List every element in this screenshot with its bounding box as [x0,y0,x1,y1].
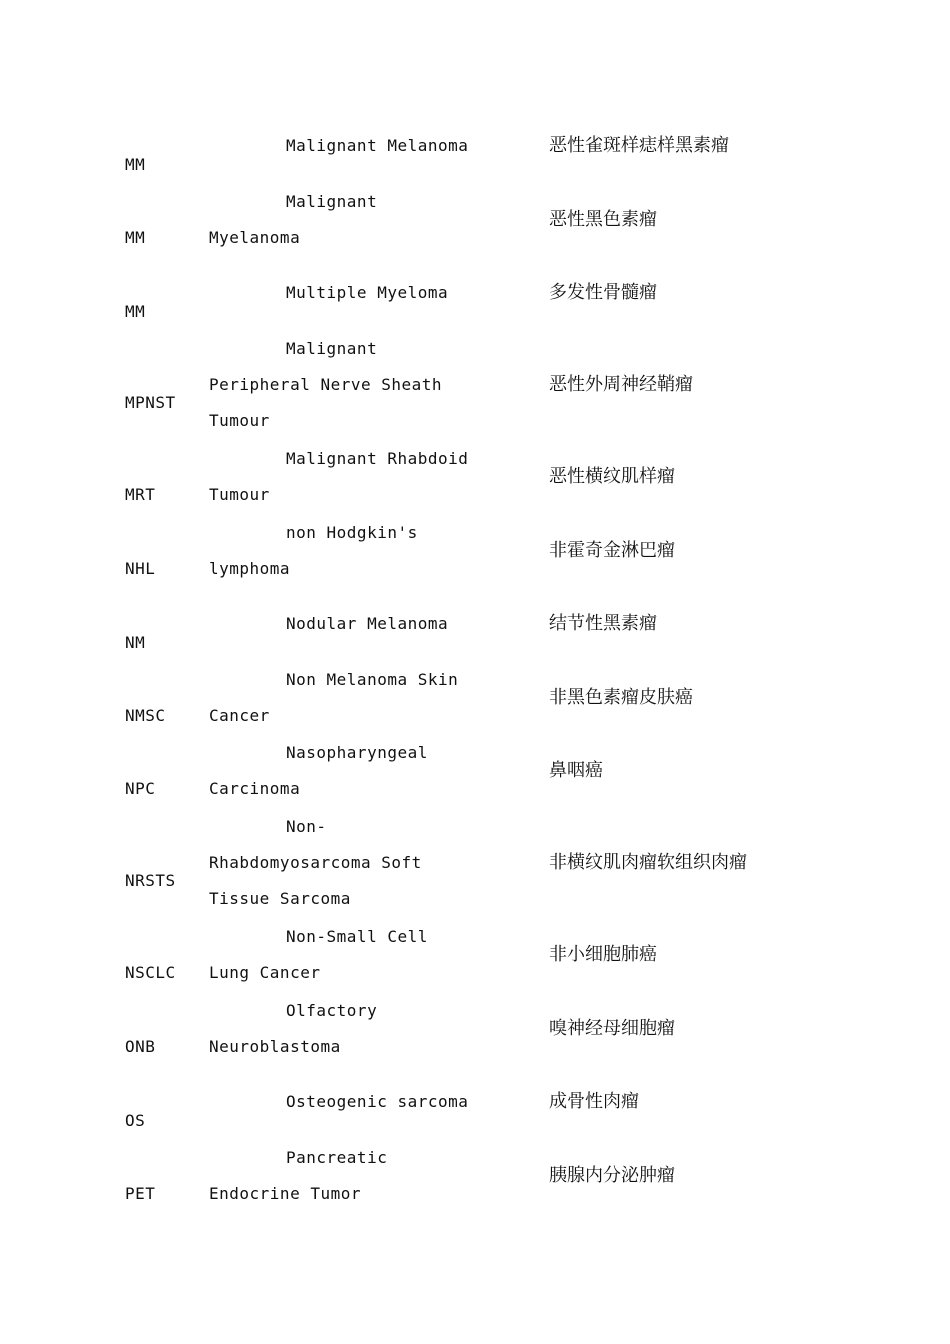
chinese-term: 恶性黑色素瘤 [549,209,657,230]
english-term [209,331,509,439]
abbreviation: NRSTS [125,871,176,890]
english-term [209,1140,509,1212]
abbreviation: MM [125,302,146,321]
abbreviation: MM [125,228,146,247]
chinese-term: 非横纹肌肉瘤软组织肉瘤 [549,852,747,873]
chinese-term: 成骨性肉瘤 [549,1091,639,1112]
chinese-term: 恶性横纹肌样瘤 [549,466,675,487]
term-line: Neuroblastoma [209,1037,341,1056]
term-line: Osteogenic sarcoma [286,1092,469,1111]
english-term [209,809,509,917]
chinese-term: 嗅神经母细胞瘤 [549,1018,675,1039]
english-term [209,662,509,734]
chinese-term: 恶性外周神经鞘瘤 [549,374,693,395]
abbreviation: ONB [125,1037,156,1056]
abbreviation: NPC [125,779,156,798]
abbreviation: NMSC [125,706,166,725]
term-line: Malignant [286,339,378,358]
english-term [209,275,509,311]
chinese-term: 鼻咽癌 [549,760,603,781]
english-term [209,441,509,513]
term-line: Pancreatic [286,1148,388,1167]
term-line: Cancer [209,706,270,725]
term-line: Tumour [209,485,270,504]
english-term [209,993,509,1065]
term-line: Tissue Sarcoma [209,889,351,908]
term-line: Tumour [209,411,270,430]
abbreviation: MPNST [125,393,176,412]
english-term [209,128,509,164]
term-line: Lung Cancer [209,963,321,982]
chinese-term: 恶性雀斑样痣样黑素瘤 [549,135,729,156]
english-term [209,606,509,642]
term-line: Malignant Melanoma [286,136,469,155]
english-term [209,919,509,991]
term-line: lymphoma [209,559,291,578]
term-line: Non- [286,817,327,836]
term-line: Non Melanoma Skin [286,670,459,689]
term-line: Rhabdomyosarcoma Soft [209,853,422,872]
abbreviation: MM [125,155,146,174]
english-term [209,735,509,807]
abbreviation: NM [125,633,146,652]
term-line: Nodular Melanoma [286,614,449,633]
abbreviation: MRT [125,485,156,504]
term-line: non Hodgkin's [286,523,418,542]
term-line: Endocrine Tumor [209,1184,361,1203]
chinese-term: 结节性黑素瘤 [549,613,657,634]
term-line: Olfactory [286,1001,378,1020]
chinese-term: 非小细胞肺癌 [549,944,657,965]
chinese-term: 非黑色素瘤皮肤癌 [549,687,693,708]
term-line: Malignant [286,192,378,211]
english-term [209,1084,509,1120]
term-line: Multiple Myeloma [286,283,449,302]
abbreviation: OS [125,1111,146,1130]
abbreviation: NSCLC [125,963,176,982]
term-line: Nasopharyngeal [286,743,428,762]
english-term [209,184,509,256]
term-line: Malignant Rhabdoid [286,449,469,468]
chinese-term: 胰腺内分泌肿瘤 [549,1165,675,1186]
term-line: Non-Small Cell [286,927,428,946]
term-line: Carcinoma [209,779,301,798]
term-line: Myelanoma [209,228,301,247]
english-term [209,515,509,587]
chinese-term: 多发性骨髓瘤 [549,282,657,303]
chinese-term: 非霍奇金淋巴瘤 [549,540,675,561]
term-line: Peripheral Nerve Sheath [209,375,443,394]
abbreviation: PET [125,1184,156,1203]
abbreviation: NHL [125,559,156,578]
